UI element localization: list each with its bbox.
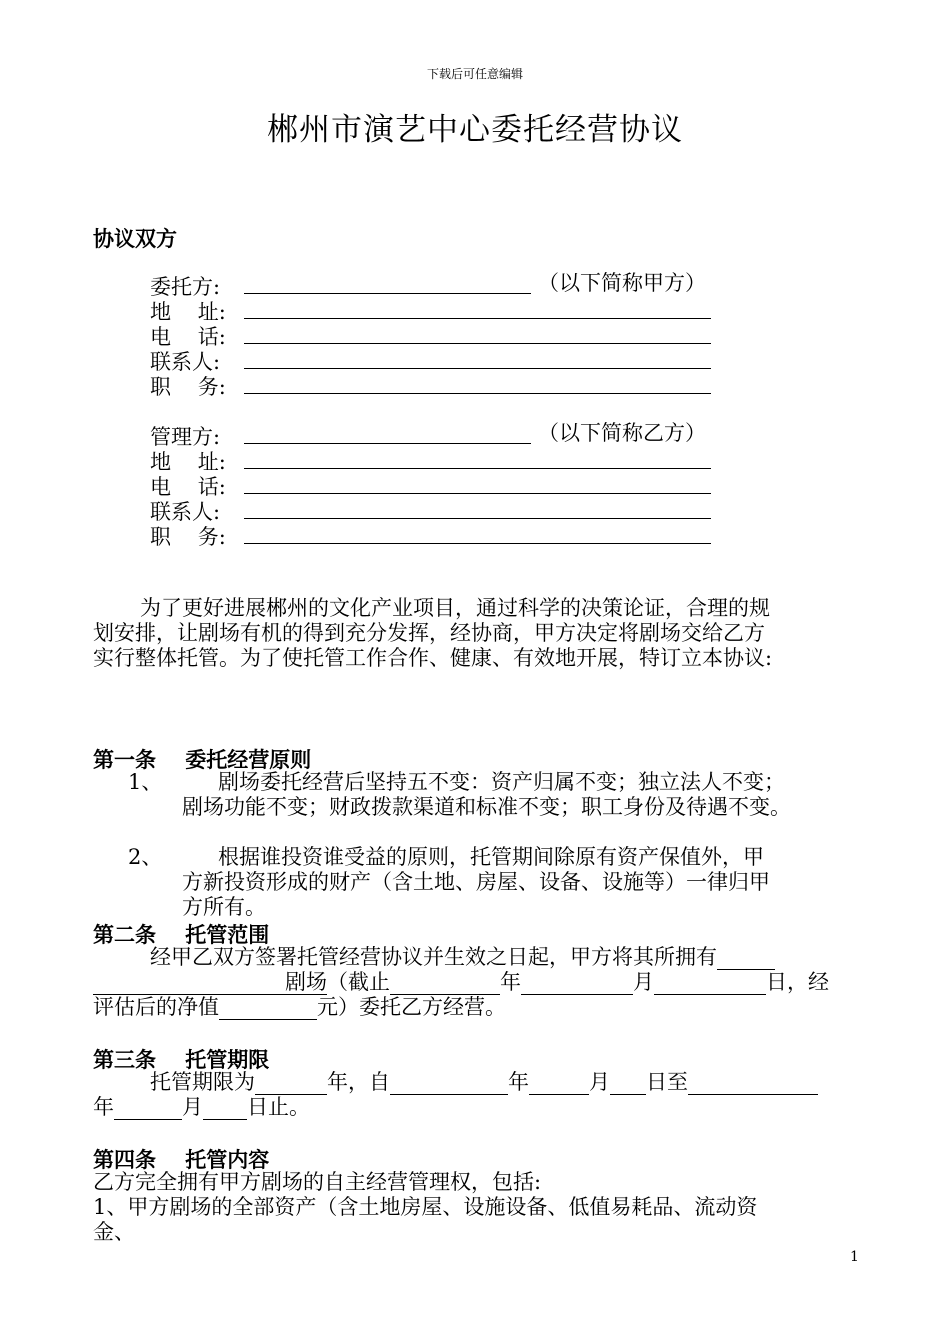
article-3-line-2 [93,1095,310,1120]
party-a-position-field[interactable] [244,371,711,394]
party-a-name-field[interactable] [244,271,531,294]
article-1-item-2-line-3: 方所有。 [182,895,266,919]
article-3-end-year: 年 [93,1095,114,1119]
article-3-end: 日止。 [247,1095,310,1119]
party-a-phone-field[interactable] [244,321,711,344]
article-4-line-2: 1、甲方剧场的全部资产（含土地房屋、设施设备、低值易耗品、流动资 [93,1195,758,1219]
article-3-end-day-blank[interactable] [203,1097,247,1120]
party-a-name-label: 委托方: [150,275,221,299]
party-b-phone-label: 电 话: [150,475,226,499]
article-3-term-blank[interactable] [255,1072,327,1095]
article-2-year-blank[interactable] [390,972,500,995]
page-header: 下载后可任意编辑 [426,67,523,81]
article-2-year: 年 [500,970,521,994]
article-1-item-1-line-1: 剧场委托经营后坚持五不变：资产归属不变；独立法人不变； [218,770,785,794]
article-3-heading: 第三条 托管期限 [93,1047,270,1072]
article-1-item-2-number: 2、 [128,845,163,869]
article-1-heading: 第一条 委托经营原则 [93,747,312,772]
party-b-position-label: 职 务: [150,525,226,549]
article-2-value-tail: 元）委托乙方经营。 [317,995,506,1019]
article-1-item-2-line-1: 根据谁投资谁受益的原则，托管期间除原有资产保值外，甲 [218,845,764,869]
article-2-line-2 [93,970,829,995]
article-3-start-month: 月 [589,1070,610,1094]
article-2-month-blank[interactable] [521,972,633,995]
article-3-start-year: 年 [508,1070,529,1094]
article-2-value-label: 评估后的净值 [93,995,219,1019]
article-2-heading: 第二条 托管范围 [93,922,270,947]
party-b-phone-field[interactable] [244,471,711,494]
article-2-theater-word: 剧场 [285,970,327,994]
article-4-line-3: 金、 [93,1220,135,1244]
article-3-term-label: 托管期限为 [150,1070,255,1094]
article-2-day-blank[interactable] [654,972,766,995]
article-1-item-2-line-2: 方新投资形成的财产（含土地、房屋、设备、设施等）一律归甲 [182,870,770,894]
article-2-line-1 [150,945,775,970]
article-2-day-tail: 日，经 [766,970,829,994]
article-4-heading: 第四条 托管内容 [93,1147,270,1172]
article-2-month: 月 [633,970,654,994]
article-2-line-3 [93,995,506,1020]
party-a-phone-label: 电 话: [150,325,226,349]
party-b-address-field[interactable] [244,446,711,469]
intro-line-1: 为了更好进展郴州的文化产业项目，通过科学的决策论证，合理的规 [140,596,770,620]
article-3-end-month: 月 [182,1095,203,1119]
article-3-start-year-blank[interactable] [390,1072,508,1095]
intro-line-3: 实行整体托管。为了使托管工作合作、健康、有效地开展，特订立本协议: [93,646,773,670]
article-3-line-1 [150,1070,818,1095]
article-4-line-1: 乙方完全拥有甲方剧场的自主经营管理权，包括: [93,1170,542,1194]
party-a-address-field[interactable] [244,296,711,319]
page-number: 1 [850,1249,859,1265]
article-3-to: 日至 [646,1070,688,1094]
article-2-value-blank[interactable] [219,997,317,1020]
party-a-position-label: 职 务: [150,375,226,399]
article-2-cutoff: （截止 [327,970,390,994]
party-a-abbr: （以下简称甲方） [538,271,706,295]
parties-heading: 协议双方 [93,226,177,251]
article-1-item-1-line-2: 剧场功能不变；财政拨款渠道和标准不变；职工身份及待遇不变。 [182,795,791,819]
article-3-end-month-blank[interactable] [114,1097,182,1120]
party-b-position-field[interactable] [244,521,711,544]
article-3-from: 年，自 [327,1070,390,1094]
article-3-end-year-blank[interactable] [688,1072,818,1095]
document-title: 郴州市演艺中心委托经营协议 [267,112,683,148]
article-3-start-month-blank[interactable] [529,1072,589,1095]
party-b-contact-label: 联系人: [150,500,221,524]
intro-line-2: 划安排，让剧场有机的得到充分发挥，经协商，甲方决定将剧场交给乙方 [93,621,765,645]
article-2-theater-blank[interactable] [93,972,285,995]
article-1-item-1-number: 1、 [128,770,163,794]
party-a-contact-field[interactable] [244,346,711,369]
party-a-contact-label: 联系人: [150,350,221,374]
article-3-start-day-blank[interactable] [610,1072,646,1095]
party-b-name-label: 管理方: [150,425,221,449]
article-2-owner-blank[interactable] [717,947,775,970]
party-b-name-field[interactable] [244,421,531,444]
article-2-line-1-text: 经甲乙双方签署托管经营协议并生效之日起，甲方将其所拥有 [150,945,717,969]
party-a-address-label: 地 址: [150,300,226,324]
party-b-address-label: 地 址: [150,450,226,474]
party-b-contact-field[interactable] [244,496,711,519]
party-b-abbr: （以下简称乙方） [538,421,706,445]
